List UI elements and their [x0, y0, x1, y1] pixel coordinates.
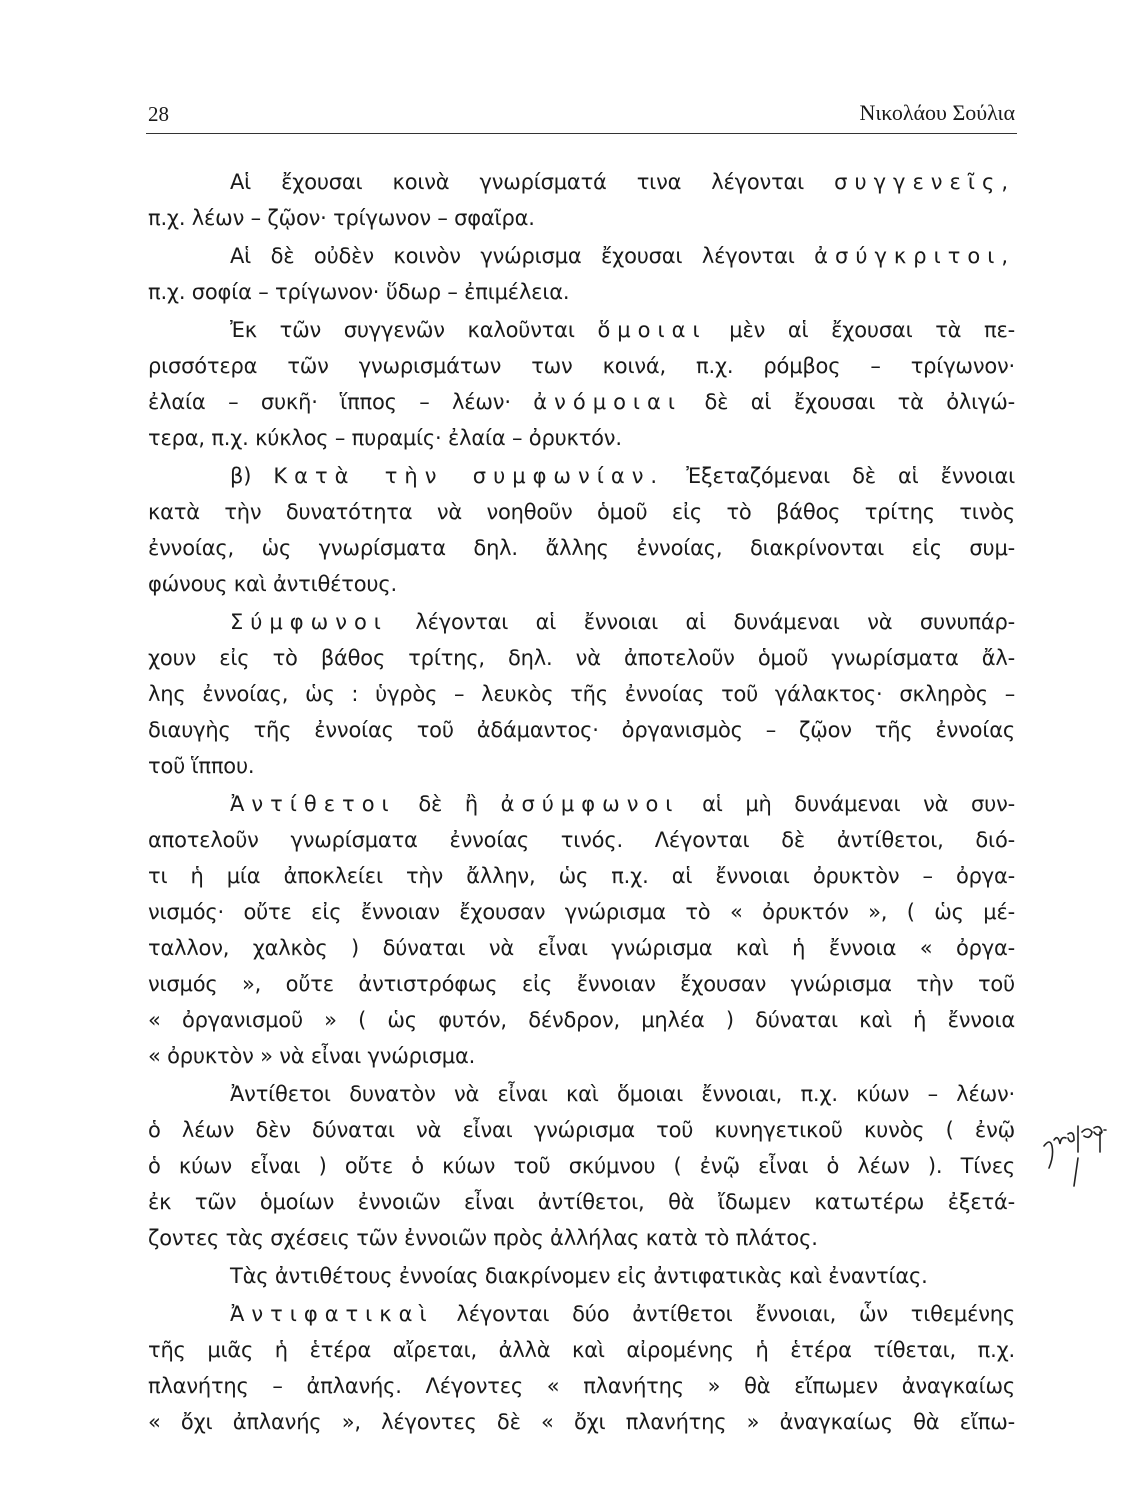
- paragraph: [148, 458, 1015, 602]
- running-head: Νικολάου Σούλια: [859, 100, 1015, 125]
- spaced-term: ὅμοιαι: [597, 318, 707, 342]
- paragraph: [148, 1258, 1015, 1294]
- header-rule: [146, 133, 1017, 134]
- paragraph: [148, 604, 1015, 784]
- text-line: [148, 930, 1015, 966]
- text-segment: ὁ κύων εἶναι ) οὔτε ὁ κύων τοῦ σκύμνου ( ἐνῷ εἶναι ὁ λέων ). Τίνες: [148, 1154, 1015, 1178]
- text-segment: Ἀντίθετοι δυνατὸν νὰ εἶναι καὶ ὅμοιαι ἔννοιαι, π.χ. κύων – λέων·: [230, 1082, 1015, 1106]
- page-number: 28: [148, 102, 169, 126]
- paragraph: [148, 1296, 1015, 1440]
- text-segment: « ὄχι ἀπλανής », λέγοντες δὲ « ὄχι πλανήτης » ἀναγκαίως θὰ εἴπω-: [148, 1410, 1015, 1434]
- text-line: [148, 494, 1015, 530]
- text-line: [148, 1148, 1015, 1184]
- text-segment: Αἱ δὲ οὐδὲν κοινὸν γνώρισμα ἔχουσαι λέγονται: [230, 244, 815, 268]
- text-segment: π.χ. λέων – ζῷον· τρίγωνον – σφαῖρα.: [148, 206, 535, 230]
- text-line: [148, 894, 1015, 930]
- text-line: [148, 1220, 1015, 1256]
- text-segment: φώνους καὶ ἀντιθέτους.: [148, 572, 397, 596]
- text-segment: ρισσότερα τῶν γνωρισμάτων των κοινά, π.χ. ρόμβος – τρίγωνον·: [148, 354, 1015, 378]
- text-segment: Ἐκ τῶν συγγενῶν καλοῦνται: [230, 318, 598, 342]
- text-segment: κατὰ τὴν δυνατότητα νὰ νοηθοῦν ὁμοῦ εἰς τὸ βάθος τρίτης τινὸς: [148, 500, 1015, 524]
- text-line: [148, 748, 1015, 784]
- text-segment: ἐννοίας, ὡς γνωρίσματα δηλ. ἄλλης ἐννοίας, διακρίνονται εἰς συμ-: [148, 536, 1015, 560]
- text-segment: τι ἡ μία ἀποκλείει τὴν ἄλλην, ὡς π.χ. αἱ ἔννοιαι ὀρυκτὸν – ὀργα-: [148, 864, 1015, 888]
- text-segment: αἱ μὴ δυνάμεναι νὰ συν-: [679, 792, 1015, 816]
- spaced-term: Κατὰ τὴν συμφωνίαν.: [273, 464, 665, 488]
- text-line: [148, 1332, 1015, 1368]
- text-segment: λης ἐννοίας, ὡς : ὑγρὸς – λευκὸς τῆς ἐννοίας τοῦ γάλακτος· σκληρὸς –: [148, 682, 1015, 706]
- text-line: [148, 164, 1015, 200]
- text-segment: ταλλον, χαλκὸς ) δύναται νὰ εἶναι γνώρισμα καὶ ἡ ἔννοια « ὀργα-: [148, 936, 1015, 960]
- text-segment: νισμός », οὔτε ἀντιστρόφως εἰς ἔννοιαν ἔχουσαν γνώρισμα τὴν τοῦ: [148, 972, 1015, 996]
- text-line: [148, 966, 1015, 1002]
- spaced-term: Ἀντιφατικαὶ: [230, 1302, 434, 1326]
- text-line: [148, 640, 1015, 676]
- text-line: [148, 676, 1015, 712]
- text-segment: « ὀργανισμοῦ » ( ὡς φυτόν, δένδρον, μηλέα ) δύναται καὶ ἡ ἔννοια: [148, 1008, 1015, 1032]
- text-line: [148, 530, 1015, 566]
- text-line: [148, 858, 1015, 894]
- paragraph: [148, 164, 1015, 236]
- paragraph: [148, 786, 1015, 1074]
- text-segment: πλανήτης – ἀπλανής. Λέγοντες « πλανήτης » θὰ εἴπωμεν ἀναγκαίως: [148, 1374, 1015, 1398]
- text-segment: ὁ λέων δὲν δύναται νὰ εἶναι γνώρισμα τοῦ κυνηγετικοῦ κυνὸς ( ἐνῷ: [148, 1118, 1015, 1142]
- text-line: [148, 1258, 1015, 1294]
- spaced-term: ἀνόμοιαι: [533, 390, 682, 414]
- text-segment: Αἱ ἔχουσαι κοινὰ γνωρίσματά τινα λέγονται: [230, 170, 835, 194]
- text-segment: Τὰς ἀντιθέτους ἐννοίας διακρίνομεν εἰς ἀντιφατικὰς καὶ ἐναντίας.: [230, 1264, 928, 1288]
- text-segment: αποτελοῦν γνωρίσματα ἐννοίας τινός. Λέγονται δὲ ἀντίθετοι, διό-: [148, 828, 1015, 852]
- text-segment: β): [230, 464, 274, 488]
- text-line: [148, 458, 1015, 494]
- spaced-term: Σύμφωνοι: [230, 610, 388, 634]
- text-segment: λέγονται αἱ ἔννοιαι αἱ δυνάμεναι νὰ συνυπάρ-: [387, 610, 1015, 634]
- spaced-term: συγγενεῖς,: [834, 170, 1015, 194]
- text-segment: τῆς μιᾶς ἡ ἑτέρα αἴρεται, ἀλλὰ καὶ αἰρομένης ἡ ἑτέρα τίθεται, π.χ.: [148, 1338, 1015, 1362]
- text-line: [148, 604, 1015, 640]
- text-line: [148, 1184, 1015, 1220]
- handwritten-margin-note: [1040, 1118, 1120, 1198]
- text-line: [148, 822, 1015, 858]
- text-segment: ἐκ τῶν ὁμοίων ἐννοιῶν εἶναι ἀντίθετοι, θὰ ἴδωμεν κατωτέρω ἐξετά-: [148, 1190, 1015, 1214]
- text-line: [148, 348, 1015, 384]
- text-segment: δὲ αἱ ἔχουσαι τὰ ὀλιγώ-: [681, 390, 1015, 414]
- spaced-term: ἀσύμφωνοι: [500, 792, 680, 816]
- spaced-term: Ἀντίθετοι: [230, 792, 396, 816]
- text-line: [148, 274, 1015, 310]
- paragraph: [148, 312, 1015, 456]
- text-line: [148, 786, 1015, 822]
- text-segment: δὲ ἢ: [395, 792, 501, 816]
- text-line: [148, 1368, 1015, 1404]
- text-line: [148, 566, 1015, 602]
- text-segment: τερα, π.χ. κύκλος – πυραμίς· ἐλαία – ὀρυκτόν.: [148, 426, 622, 450]
- text-line: [148, 1076, 1015, 1112]
- body-text: [148, 164, 1015, 1442]
- text-segment: μὲν αἱ ἔχουσαι τὰ πε-: [706, 318, 1015, 342]
- text-segment: ζοντες τὰς σχέσεις τῶν ἐννοιῶν πρὸς ἀλλήλας κατὰ τὸ πλάτος.: [148, 1226, 818, 1250]
- text-line: [148, 238, 1015, 274]
- text-line: [148, 384, 1015, 420]
- text-line: [148, 420, 1015, 456]
- text-segment: λέγονται δύο ἀντίθετοι ἔννοιαι, ὧν τιθεμένης: [433, 1302, 1015, 1326]
- text-line: [148, 200, 1015, 236]
- text-line: [148, 1002, 1015, 1038]
- text-segment: « ὀρυκτὸν » νὰ εἶναι γνώρισμα.: [148, 1044, 476, 1068]
- text-segment: τοῦ ἵππου.: [148, 754, 255, 778]
- text-line: [148, 1296, 1015, 1332]
- paragraph: [148, 1076, 1015, 1256]
- text-segment: Ἐξεταζόμεναι δὲ αἱ ἔννοιαι: [664, 464, 1016, 488]
- paragraph: [148, 238, 1015, 310]
- text-segment: π.χ. σοφία – τρίγωνον· ὕδωρ – ἐπιμέλεια.: [148, 280, 570, 304]
- text-segment: διαυγὴς τῆς ἐννοίας τοῦ ἀδάμαντος· ὀργανισμὸς – ζῷον τῆς ἐννοίας: [148, 718, 1015, 742]
- text-segment: νισμός· οὔτε εἰς ἔννοιαν ἔχουσαν γνώρισμα τὸ « ὀρυκτόν », ( ὡς μέ-: [148, 900, 1015, 924]
- text-line: [148, 1112, 1015, 1148]
- text-line: [148, 1404, 1015, 1440]
- text-line: [148, 1038, 1015, 1074]
- text-line: [148, 712, 1015, 748]
- text-line: [148, 312, 1015, 348]
- spaced-term: ἀσύγκριτοι,: [814, 244, 1015, 268]
- text-segment: ἐλαία – συκῆ· ἵππος – λέων·: [148, 390, 534, 414]
- text-segment: χουν εἰς τὸ βάθος τρίτης, δηλ. νὰ ἀποτελοῦν ὁμοῦ γνωρίσματα ἄλ-: [148, 646, 1015, 670]
